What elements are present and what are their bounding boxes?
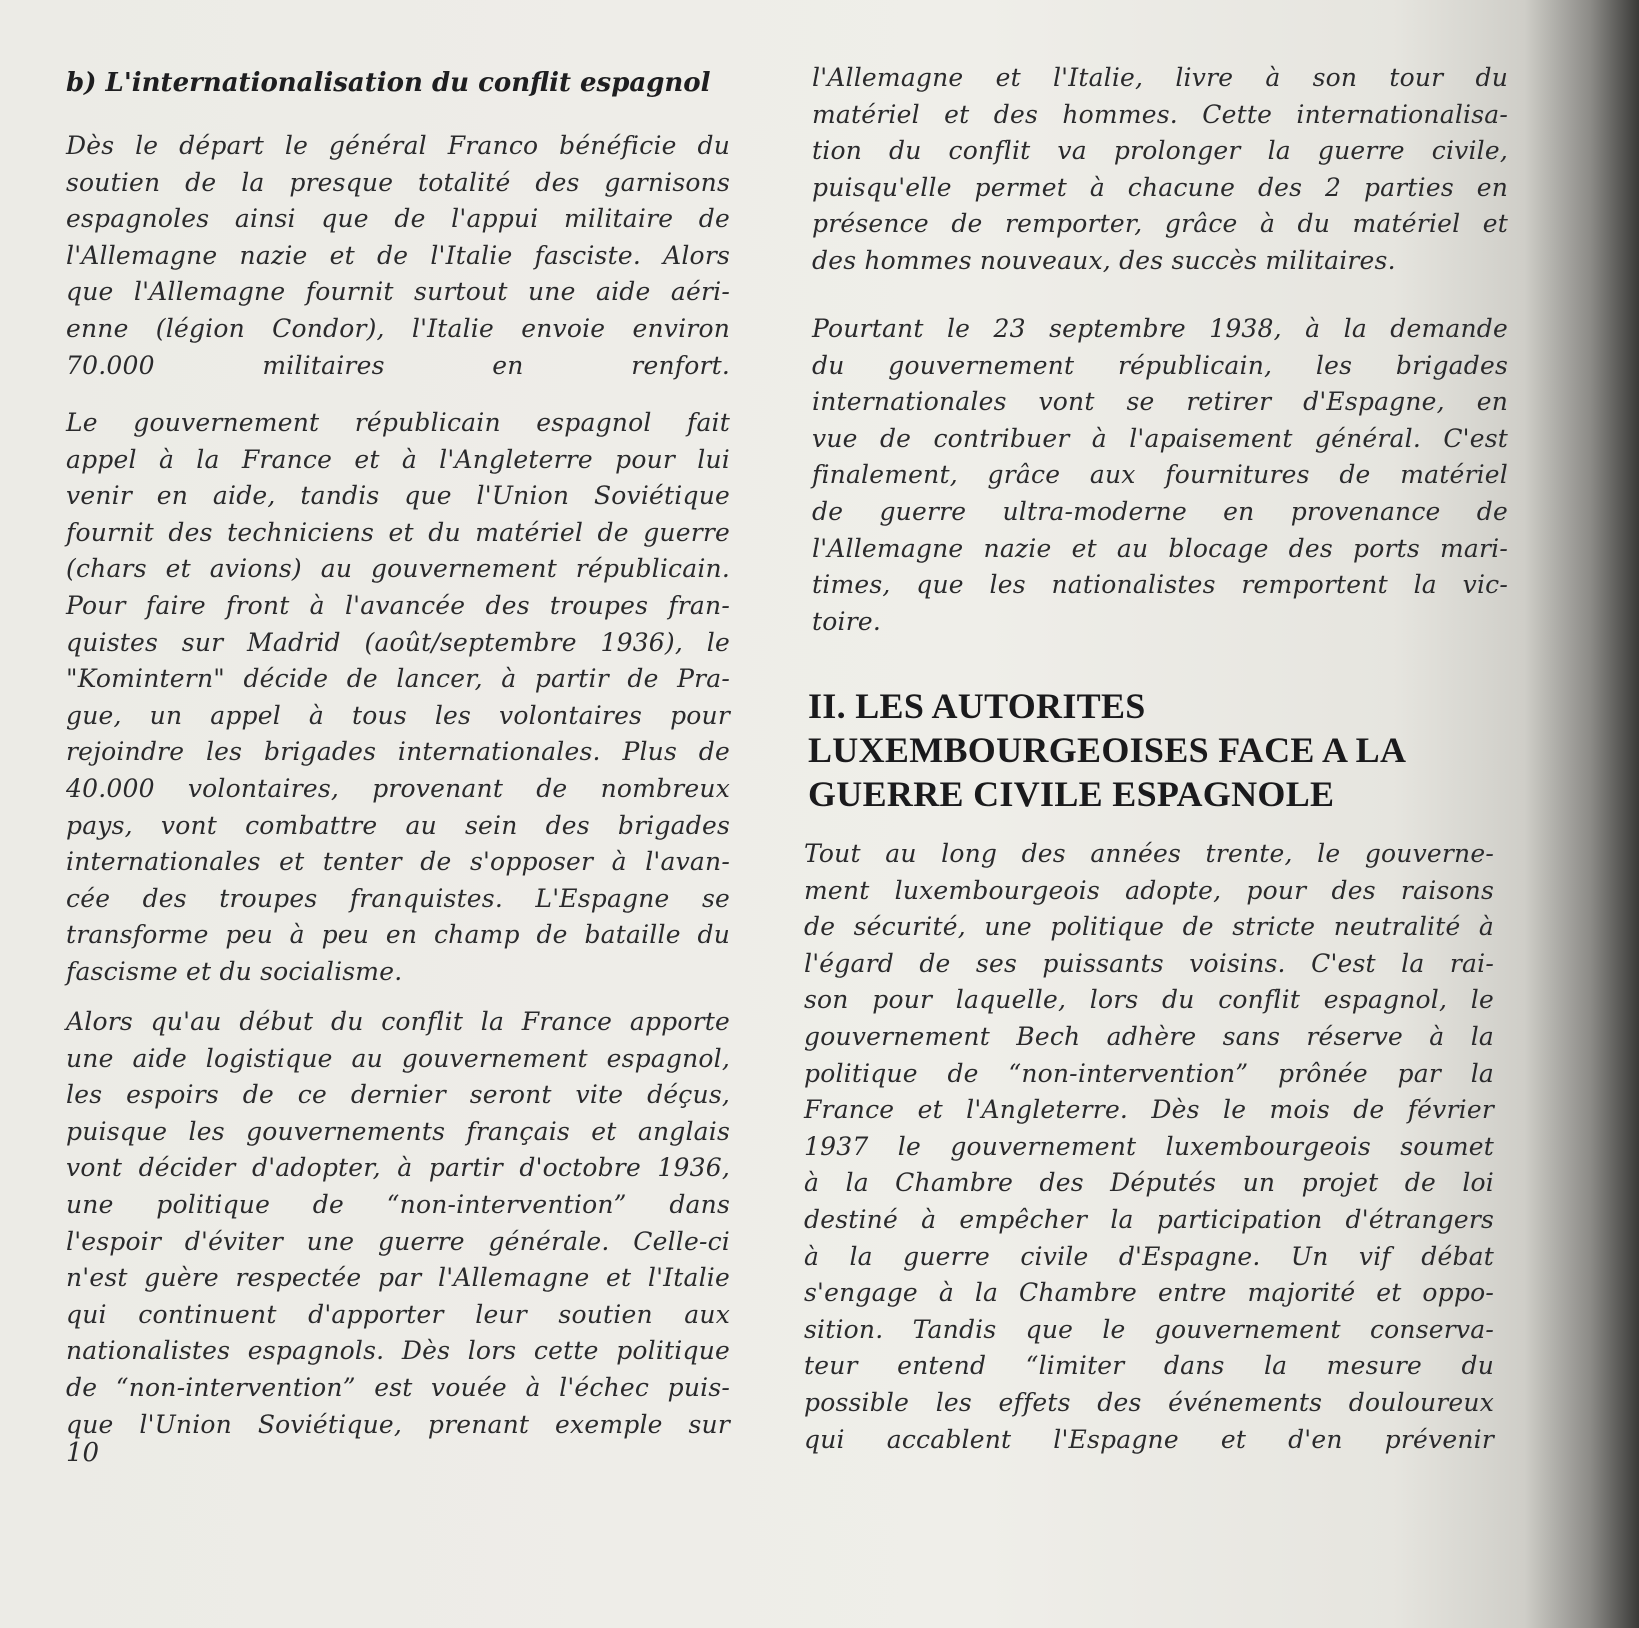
paragraph xyxy=(812,311,1508,640)
text-line: Le gouvernement républicain espagnol fait xyxy=(66,408,730,437)
text-line: l'Allemagne nazie et de l'Italie fasciste. Alors xyxy=(66,240,730,270)
section-heading xyxy=(808,684,1406,816)
text-line: tion du conflit va prolonger la guerre civile, xyxy=(812,136,1508,166)
paragraph xyxy=(66,128,730,384)
text-line: "Komintern" décide de lancer, à partir de Pra- xyxy=(66,664,730,694)
text-line: que l'Allemagne fournit surtout une aide aéri- xyxy=(66,277,730,307)
text-line: pays, vont combattre au sein des brigades xyxy=(66,810,730,840)
text-line: qui continuent d'apporter leur soutien aux xyxy=(66,1299,730,1329)
text-line: venir en aide, tandis que l'Union Soviétique xyxy=(66,481,730,511)
text-line: de “non-intervention” est vouée à l'échec puis- xyxy=(66,1372,730,1402)
text-line: qui accablent l'Espagne et d'en prévenir xyxy=(804,1424,1494,1454)
text-line: enne (légion Condor), l'Italie envoie environ xyxy=(66,313,730,343)
text-line: Dès le départ le général Franco bénéficie du xyxy=(66,131,730,160)
text-line: rejoindre les brigades internationales. Plus de xyxy=(66,737,730,767)
text-line: gouvernement Bech adhère sans réserve à la xyxy=(804,1021,1494,1051)
paragraph xyxy=(812,60,1508,280)
text-line: des hommes nouveaux, des succès militaires. xyxy=(812,245,1396,275)
text-line: toire. xyxy=(812,606,881,636)
subsection-heading: b) L'internationalisation du conflit espagnol xyxy=(66,68,711,98)
text-line: que l'Union Soviétique, prenant exemple sur xyxy=(66,1409,730,1439)
text-line: matériel et des hommes. Cette internationalisa- xyxy=(812,99,1508,129)
text-line: s'engage à la Chambre entre majorité et oppo- xyxy=(804,1278,1494,1308)
text-line: Alors qu'au début du conflit la France apporte xyxy=(66,1007,730,1036)
text-line: une politique de “non-intervention” dans xyxy=(66,1189,730,1219)
text-line: l'égard de ses puissants voisins. C'est la rai- xyxy=(804,948,1494,978)
text-line: times, que les nationalistes remportent la vic- xyxy=(812,570,1508,600)
text-line: de guerre ultra-moderne en provenance de xyxy=(812,496,1508,526)
text-line: destiné à empêcher la participation d'étrangers xyxy=(804,1204,1494,1234)
text-line: Pour faire front à l'avancée des troupes fran- xyxy=(66,590,730,620)
text-line: cée des troupes franquistes. L'Espagne se xyxy=(66,883,730,913)
text-line: Pourtant le 23 septembre 1938, à la demande xyxy=(812,314,1508,343)
text-line: puisque les gouvernements français et anglais xyxy=(66,1116,730,1146)
text-line: possible les effets des événements douloureux xyxy=(804,1387,1494,1417)
text-line: son pour laquelle, lors du conflit espagnol, le xyxy=(804,985,1494,1015)
text-line: puisqu'elle permet à chacune des 2 parties en xyxy=(812,172,1508,202)
text-line: sition. Tandis que le gouvernement conserva- xyxy=(804,1314,1494,1344)
text-line: à la guerre civile d'Espagne. Un vif débat xyxy=(804,1241,1494,1271)
text-line: espagnoles ainsi que de l'appui militaire de xyxy=(66,204,730,234)
text-line: vue de contribuer à l'apaisement général. C'est xyxy=(812,423,1508,453)
text-line: Tout au long des années trente, le gouverne- xyxy=(804,839,1494,868)
text-line: à la Chambre des Députés un projet de loi xyxy=(804,1168,1494,1198)
text-line: fournit des techniciens et du matériel de guerre xyxy=(66,517,730,547)
text-line: une aide logistique au gouvernement espagnol, xyxy=(66,1043,730,1073)
text-line: nationalistes espagnols. Dès lors cette politique xyxy=(66,1336,730,1366)
section-heading-line: LUXEMBOURGEOISES FACE A LA xyxy=(808,730,1407,770)
text-line: fascisme et du socialisme. xyxy=(66,956,403,986)
text-line: (chars et avions) au gouvernement républicain. xyxy=(66,554,730,584)
text-line: soutien de la presque totalité des garnisons xyxy=(66,167,730,197)
text-line: teur entend “limiter dans la mesure du xyxy=(804,1351,1494,1381)
page-number: 10 xyxy=(66,1438,100,1468)
text-line: politique de “non-intervention” prônée par la xyxy=(804,1058,1494,1088)
text-line: transforme peu à peu en champ de bataille du xyxy=(66,920,730,950)
text-line: finalement, grâce aux fournitures de matériel xyxy=(812,460,1508,490)
text-line: vont décider d'adopter, à partir d'octobre 1936, xyxy=(66,1153,730,1183)
paragraph xyxy=(66,405,730,991)
paragraph xyxy=(66,1004,730,1443)
text-line: 1937 le gouvernement luxembourgeois soumet xyxy=(804,1131,1494,1161)
text-line: de sécurité, une politique de stricte neutralité à xyxy=(804,912,1494,942)
text-line: ment luxembourgeois adopte, pour des raisons xyxy=(804,875,1494,905)
text-line: les espoirs de ce dernier seront vite déçus, xyxy=(66,1080,730,1110)
text-line: internationales vont se retirer d'Espagne, en xyxy=(812,387,1508,417)
section-heading-line: II. LES AUTORITES xyxy=(808,686,1146,726)
text-line: appel à la France et à l'Angleterre pour lui xyxy=(66,444,730,474)
text-line: n'est guère respectée par l'Allemagne et l'Italie xyxy=(66,1263,730,1293)
text-line: l'Allemagne nazie et au blocage des ports mari- xyxy=(812,533,1508,563)
paragraph xyxy=(804,836,1494,1458)
text-line: présence de remporter, grâce à du matériel et xyxy=(812,209,1508,239)
text-line: l'espoir d'éviter une guerre générale. Celle-ci xyxy=(66,1226,730,1256)
text-line: quistes sur Madrid (août/septembre 1936), le xyxy=(66,627,730,657)
text-line: France et l'Angleterre. Dès le mois de février xyxy=(804,1095,1494,1125)
section-heading-line: GUERRE CIVILE ESPAGNOLE xyxy=(808,774,1335,814)
text-line: 40.000 volontaires, provenant de nombreux xyxy=(66,773,730,803)
text-line: 70.000 militaires en renfort. xyxy=(66,350,730,380)
text-line: l'Allemagne et l'Italie, livre à son tour du xyxy=(812,63,1508,92)
text-line: gue, un appel à tous les volontaires pour xyxy=(66,700,730,730)
text-line: internationales et tenter de s'opposer à l'avan- xyxy=(66,847,730,877)
text-line: du gouvernement républicain, les brigades xyxy=(812,350,1508,380)
